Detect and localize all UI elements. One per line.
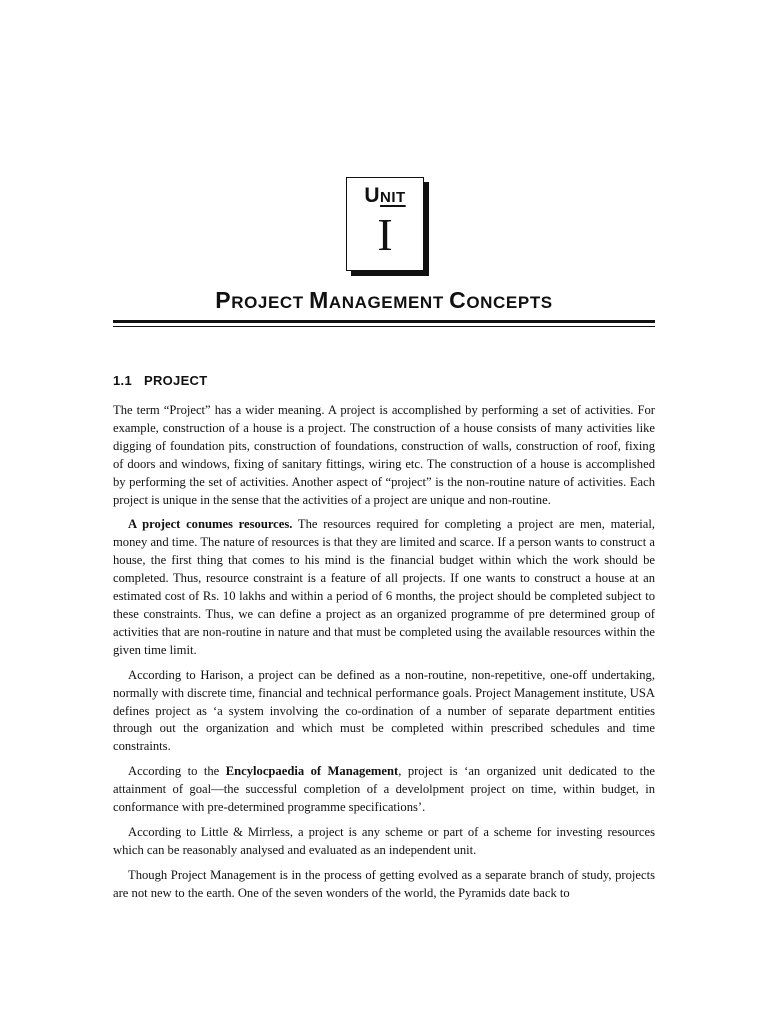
paragraph-3-text: According to Harison, a project can be defined as a non-routine, non-repetitive, one-off undertaking, normally with discrete time, financial and technical performance goals. Project Management institute, USA defines project as ‘a system involving the co-ordination of a number of separate department entities through out the organization and which must be completed within prescribed schedules and time constraints. (113, 667, 655, 754)
unit-label-cap: U (364, 184, 380, 207)
title-word-2-cap: M (309, 287, 329, 313)
paragraph-3 (113, 667, 655, 757)
paragraph-2-text: The resources required for completing a project are men, material, money and time. The nature of resources is that they are limited and scarce. If a person wants to construct a house, the first thing that comes to his mind is the financial budget within which the work should be completed. Thus, resource constraint is a feature of all projects. If one wants to construct a house at an estimated cost of Rs. 10 lakhs and within a period of 6 months, the project should be completed subject to these constraints. Thus, we can define a project as an organized programme of pre determined group of activities that are non-routine in nature and that must be completed using the available resources within the given time limit. (113, 517, 655, 657)
unit-label-rest: NIT (380, 189, 406, 206)
paragraph-1-text: The term “Project” has a wider meaning. A project is accomplished by performing a set of activities. For example, construction of a house is a project. The construction of a house consists of many activities like digging of foundation pits, construction of foundations, construction of walls, construction of roof, fixing of doors and windows, fixing of sanitary fittings, wiring etc. The construction of a house is accomplished by performing the set of activities. Another aspect of “project” is the non-routine nature of activities. Each project is unique in the sense that the activities of a project are unique and non-routine. (113, 403, 655, 507)
section-heading (113, 373, 208, 388)
title-word-3-rest: ONCEPTS (466, 293, 553, 312)
title-word-1-cap: P (215, 287, 232, 313)
title-word-1-rest: ROJECT (231, 293, 304, 312)
title-word-1 (215, 287, 304, 313)
unit-number: I (377, 209, 393, 260)
paragraph-4-text-before: According to the (128, 764, 226, 779)
title-word-2 (309, 287, 444, 313)
title-word-3 (449, 287, 553, 313)
unit-box (346, 177, 424, 271)
paragraph-2-lead: A project conumes resources. (128, 517, 293, 532)
paragraph-2 (113, 516, 655, 659)
paragraph-5 (113, 824, 655, 860)
chapter-title (113, 287, 655, 314)
paragraph-5-text: According to Little & Mirrless, a project is any scheme or part of a scheme for investing resources which can be reasonably analysed and evaluated as an independent unit. (113, 824, 655, 857)
paragraph-6 (113, 867, 655, 903)
title-word-2-rest: ANAGEMENT (328, 293, 444, 312)
unit-label (347, 184, 423, 208)
section-number: 1.1 (113, 373, 132, 388)
section-title: PROJECT (143, 373, 208, 388)
paragraph-1 (113, 402, 655, 509)
paragraph-4-bold: Encylocpaedia of Management (225, 764, 399, 779)
title-rule-thick (113, 320, 655, 323)
title-word-3-cap: C (449, 287, 467, 313)
paragraph-6-text: Though Project Management is in the process of getting evolved as a separate branch of study, projects are not new to the earth. One of the seven wonders of the world, the Pyramids date back to (113, 867, 655, 900)
paragraph-4 (113, 763, 655, 817)
title-rule-thin (113, 326, 655, 327)
paragraph-4-text: , project is ‘an organized unit dedicated to the attainment of goal—the successful completion of a develolpment project on time, within budget, in conformance with pre-determined programme specifications’. (113, 764, 655, 815)
body-text (113, 402, 655, 910)
